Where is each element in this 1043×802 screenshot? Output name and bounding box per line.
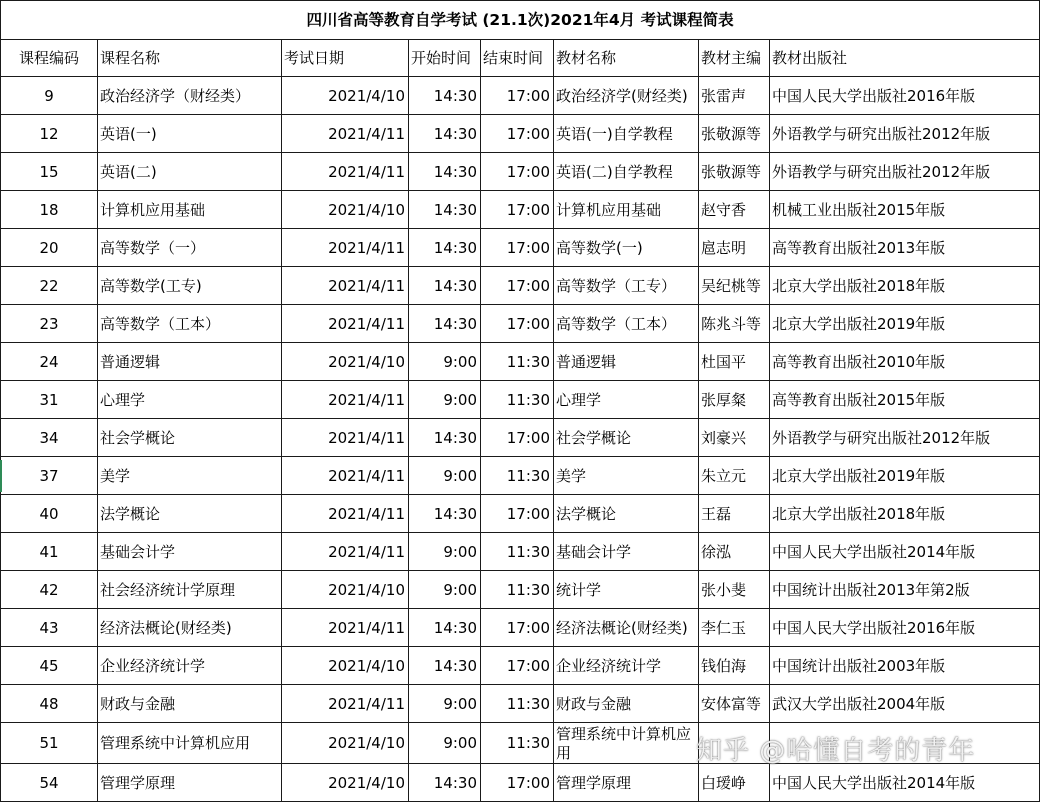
cell-course-name: 管理系统中计算机应用 [98, 723, 282, 764]
table-row [1, 229, 1040, 267]
cell-start-time: 14:30 [409, 305, 481, 343]
cell-end-time: 17:00 [481, 115, 554, 153]
header-date: 考试日期 [282, 40, 409, 77]
cell-course-name: 高等数学(工专) [98, 267, 282, 305]
watermark: 知乎 @哈懂自考的青年 [696, 736, 976, 766]
cell-start-time: 14:30 [409, 115, 481, 153]
cell-course-name: 社会学概论 [98, 419, 282, 457]
table-row [1, 764, 1040, 802]
cell-exam-date: 2021/4/11 [282, 685, 409, 723]
cell-textbook: 高等数学（工专） [554, 267, 699, 305]
cell-start-time: 14:30 [409, 495, 481, 533]
cell-course-name: 企业经济统计学 [98, 647, 282, 685]
cell-start-time: 9:00 [409, 571, 481, 609]
cell-course-name: 法学概论 [98, 495, 282, 533]
cell-publisher: 中国统计出版社2003年版 [770, 647, 1040, 685]
cell-exam-date: 2021/4/11 [282, 267, 409, 305]
cell-end-time: 11:30 [481, 343, 554, 381]
cell-publisher: 中国人民大学出版社2016年版 [770, 609, 1040, 647]
cell-start-time: 14:30 [409, 191, 481, 229]
cell-code: 22 [1, 267, 98, 305]
cell-course-name: 英语(一) [98, 115, 282, 153]
table-row [1, 533, 1040, 571]
cell-editor: 安体富等 [699, 685, 770, 723]
cell-exam-date: 2021/4/11 [282, 419, 409, 457]
cell-end-time: 11:30 [481, 685, 554, 723]
header-name: 课程名称 [98, 40, 282, 77]
cell-end-time: 17:00 [481, 153, 554, 191]
cell-editor: 吴纪桃等 [699, 267, 770, 305]
cell-end-time: 17:00 [481, 764, 554, 802]
cell-start-time: 9:00 [409, 457, 481, 495]
cell-publisher: 北京大学出版社2018年版 [770, 267, 1040, 305]
cell-publisher: 高等教育出版社2015年版 [770, 381, 1040, 419]
cell-textbook: 管理学原理 [554, 764, 699, 802]
table-row [1, 571, 1040, 609]
table-row [1, 343, 1040, 381]
table-row [1, 191, 1040, 229]
cell-textbook: 高等数学(一) [554, 229, 699, 267]
cell-publisher: 武汉大学出版社2004年版 [770, 685, 1040, 723]
cell-start-time: 9:00 [409, 533, 481, 571]
cell-publisher: 外语教学与研究出版社2012年版 [770, 153, 1040, 191]
cell-publisher: 中国统计出版社2013年第2版 [770, 571, 1040, 609]
cell-editor: 王磊 [699, 495, 770, 533]
cell-code: 31 [1, 381, 98, 419]
cell-textbook: 高等数学（工本） [554, 305, 699, 343]
cell-exam-date: 2021/4/10 [282, 77, 409, 115]
cell-code: 48 [1, 685, 98, 723]
cell-exam-date: 2021/4/11 [282, 457, 409, 495]
cell-start-time: 9:00 [409, 343, 481, 381]
header-publisher: 教材出版社 [770, 40, 1040, 77]
table-row [1, 381, 1040, 419]
cell-publisher: 北京大学出版社2019年版 [770, 457, 1040, 495]
cell-code: 41 [1, 533, 98, 571]
cell-exam-date: 2021/4/10 [282, 343, 409, 381]
cell-editor: 张敬源等 [699, 115, 770, 153]
cell-code: 23 [1, 305, 98, 343]
cell-course-name: 英语(二) [98, 153, 282, 191]
table-row [1, 685, 1040, 723]
cell-course-name: 心理学 [98, 381, 282, 419]
cell-exam-date: 2021/4/10 [282, 191, 409, 229]
cell-exam-date: 2021/4/10 [282, 723, 409, 764]
cell-publisher: 高等教育出版社2013年版 [770, 229, 1040, 267]
cell-exam-date: 2021/4/10 [282, 647, 409, 685]
header-start: 开始时间 [409, 40, 481, 77]
cell-exam-date: 2021/4/10 [282, 764, 409, 802]
cell-start-time: 14:30 [409, 229, 481, 267]
cell-exam-date: 2021/4/10 [282, 571, 409, 609]
cell-textbook: 基础会计学 [554, 533, 699, 571]
cell-end-time: 17:00 [481, 267, 554, 305]
cell-publisher: 高等教育出版社2010年版 [770, 343, 1040, 381]
cell-editor: 钱伯海 [699, 647, 770, 685]
cell-code: 43 [1, 609, 98, 647]
cell-start-time: 14:30 [409, 419, 481, 457]
cell-course-name: 管理学原理 [98, 764, 282, 802]
cell-textbook: 普通逻辑 [554, 343, 699, 381]
cell-start-time: 9:00 [409, 381, 481, 419]
header-book: 教材名称 [554, 40, 699, 77]
cell-course-name: 经济法概论(财经类) [98, 609, 282, 647]
cell-start-time: 14:30 [409, 647, 481, 685]
table-row [1, 647, 1040, 685]
cell-textbook: 政治经济学(财经类) [554, 77, 699, 115]
cell-textbook: 计算机应用基础 [554, 191, 699, 229]
table-row [1, 305, 1040, 343]
cell-editor: 张小斐 [699, 571, 770, 609]
cell-code: 15 [1, 153, 98, 191]
table-row [1, 495, 1040, 533]
cell-start-time: 14:30 [409, 609, 481, 647]
cell-course-name: 普通逻辑 [98, 343, 282, 381]
table-row [1, 153, 1040, 191]
cell-textbook: 企业经济统计学 [554, 647, 699, 685]
table-row [1, 419, 1040, 457]
cell-course-name: 美学 [98, 457, 282, 495]
cell-end-time: 11:30 [481, 571, 554, 609]
cell-publisher: 外语教学与研究出版社2012年版 [770, 419, 1040, 457]
cell-editor: 白瑷峥 [699, 764, 770, 802]
cell-editor: 杜国平 [699, 343, 770, 381]
cell-end-time: 17:00 [481, 191, 554, 229]
cell-code: 54 [1, 764, 98, 802]
cell-textbook: 法学概论 [554, 495, 699, 533]
cell-course-name: 高等数学（工本） [98, 305, 282, 343]
cell-code: 18 [1, 191, 98, 229]
row-selection-marker [0, 460, 2, 492]
cell-textbook: 经济法概论(财经类) [554, 609, 699, 647]
cell-course-name: 计算机应用基础 [98, 191, 282, 229]
table-row [1, 457, 1040, 495]
cell-textbook: 管理系统中计算机应用 [554, 723, 699, 764]
cell-start-time: 14:30 [409, 153, 481, 191]
cell-code: 37 [1, 457, 98, 495]
cell-publisher: 外语教学与研究出版社2012年版 [770, 115, 1040, 153]
cell-start-time: 14:30 [409, 77, 481, 115]
cell-publisher: 中国人民大学出版社2014年版 [770, 764, 1040, 802]
cell-end-time: 11:30 [481, 457, 554, 495]
cell-textbook: 社会学概论 [554, 419, 699, 457]
cell-editor: 扈志明 [699, 229, 770, 267]
cell-end-time: 17:00 [481, 609, 554, 647]
cell-editor: 陈兆斗等 [699, 305, 770, 343]
cell-start-time: 9:00 [409, 685, 481, 723]
cell-end-time: 11:30 [481, 723, 554, 764]
cell-textbook: 英语(二)自学教程 [554, 153, 699, 191]
cell-editor: 张敬源等 [699, 153, 770, 191]
cell-code: 42 [1, 571, 98, 609]
cell-end-time: 11:30 [481, 381, 554, 419]
cell-end-time: 11:30 [481, 533, 554, 571]
cell-textbook: 英语(一)自学教程 [554, 115, 699, 153]
cell-course-name: 社会经济统计学原理 [98, 571, 282, 609]
cell-editor: 赵守香 [699, 191, 770, 229]
cell-publisher: 北京大学出版社2018年版 [770, 495, 1040, 533]
cell-code: 45 [1, 647, 98, 685]
cell-exam-date: 2021/4/11 [282, 533, 409, 571]
cell-end-time: 17:00 [481, 77, 554, 115]
cell-code: 40 [1, 495, 98, 533]
table-row [1, 267, 1040, 305]
cell-publisher: 中国人民大学出版社2014年版 [770, 533, 1040, 571]
table-row [1, 77, 1040, 115]
cell-code: 34 [1, 419, 98, 457]
cell-start-time: 9:00 [409, 723, 481, 764]
cell-code: 51 [1, 723, 98, 764]
cell-end-time: 17:00 [481, 495, 554, 533]
header-editor: 教材主编 [699, 40, 770, 77]
table-title: 四川省高等教育自学考试 (21.1次)2021年4月 考试课程简表 [1, 1, 1040, 40]
cell-exam-date: 2021/4/11 [282, 381, 409, 419]
cell-end-time: 17:00 [481, 229, 554, 267]
cell-exam-date: 2021/4/11 [282, 609, 409, 647]
cell-code: 20 [1, 229, 98, 267]
cell-textbook: 心理学 [554, 381, 699, 419]
header-code: 课程编码 [1, 40, 98, 77]
cell-publisher: 北京大学出版社2019年版 [770, 305, 1040, 343]
cell-exam-date: 2021/4/11 [282, 305, 409, 343]
cell-editor [699, 723, 770, 764]
cell-end-time: 17:00 [481, 647, 554, 685]
header-end: 结束时间 [481, 40, 554, 77]
cell-editor: 朱立元 [699, 457, 770, 495]
cell-exam-date: 2021/4/11 [282, 495, 409, 533]
cell-exam-date: 2021/4/11 [282, 229, 409, 267]
title-row [1, 1, 1040, 40]
cell-publisher [770, 723, 1040, 764]
cell-course-name: 政治经济学（财经类） [98, 77, 282, 115]
cell-textbook: 统计学 [554, 571, 699, 609]
cell-end-time: 17:00 [481, 305, 554, 343]
cell-exam-date: 2021/4/11 [282, 115, 409, 153]
header-row [1, 40, 1040, 77]
cell-code: 12 [1, 115, 98, 153]
cell-textbook: 美学 [554, 457, 699, 495]
cell-course-name: 高等数学（一） [98, 229, 282, 267]
cell-editor: 刘豪兴 [699, 419, 770, 457]
cell-textbook: 财政与金融 [554, 685, 699, 723]
table-row [1, 115, 1040, 153]
cell-editor: 李仁玉 [699, 609, 770, 647]
cell-code: 9 [1, 77, 98, 115]
cell-course-name: 财政与金融 [98, 685, 282, 723]
cell-end-time: 17:00 [481, 419, 554, 457]
cell-editor: 徐泓 [699, 533, 770, 571]
cell-editor: 张雷声 [699, 77, 770, 115]
cell-start-time: 14:30 [409, 764, 481, 802]
cell-code: 24 [1, 343, 98, 381]
cell-editor: 张厚粲 [699, 381, 770, 419]
cell-course-name: 基础会计学 [98, 533, 282, 571]
cell-publisher: 机械工业出版社2015年版 [770, 191, 1040, 229]
cell-start-time: 14:30 [409, 267, 481, 305]
cell-publisher: 中国人民大学出版社2016年版 [770, 77, 1040, 115]
table-row [1, 723, 1040, 764]
table-row [1, 609, 1040, 647]
cell-exam-date: 2021/4/11 [282, 153, 409, 191]
